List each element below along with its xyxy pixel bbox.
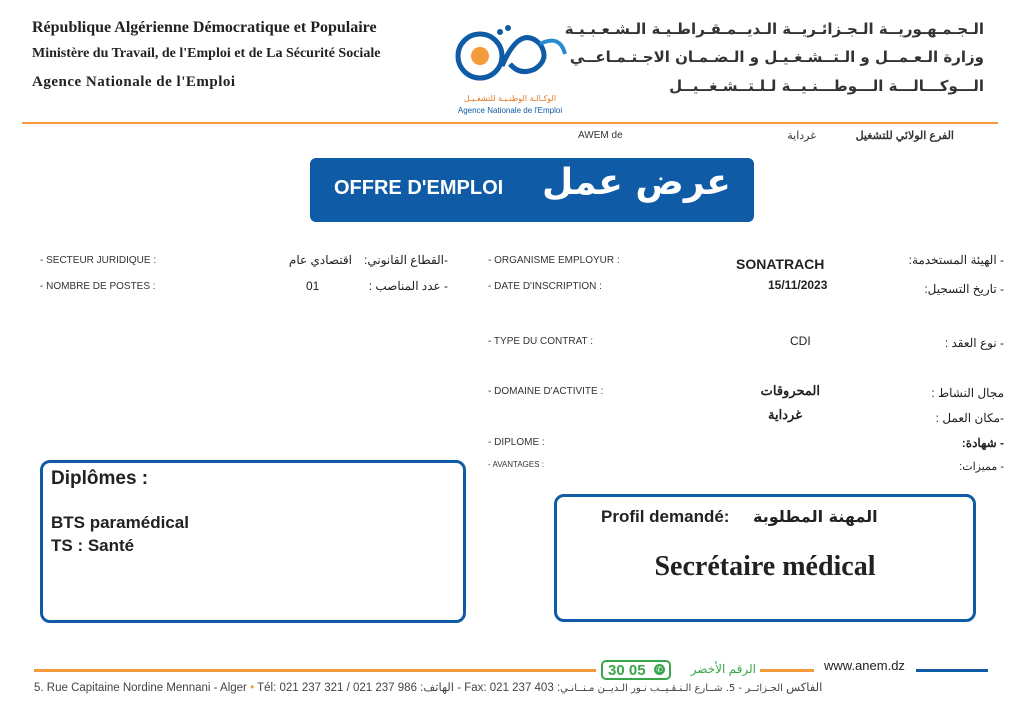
postes-value: 01 bbox=[306, 279, 320, 293]
domaine-value: المحروقات bbox=[760, 383, 820, 398]
organisme-ar-label: - الهيئة المستخدمة: bbox=[908, 253, 1004, 267]
profil-value: Secrétaire médical bbox=[654, 551, 876, 582]
footer-line-left bbox=[34, 669, 596, 672]
footer-tel-ar: :الهاتف bbox=[420, 682, 454, 694]
phone-icon: ✆ bbox=[654, 664, 665, 675]
organisme-label: - ORGANISME EMPLOYUR : bbox=[488, 255, 620, 266]
avantages-ar-label: - مميزات: bbox=[959, 461, 1004, 473]
branch-label-ar: الفرع الولائي للتشغيل bbox=[855, 130, 954, 142]
footer-tel: Tél: 021 237 321 / 021 237 986 bbox=[257, 682, 417, 694]
date-ar-label: - تاريخ التسجيل: bbox=[924, 282, 1004, 296]
organisme-value: SONATRACH bbox=[736, 256, 825, 272]
header-fr-line1: République Algérienne Démocratique et Populaire bbox=[32, 19, 377, 36]
header-fr-line3: Agence Nationale de l'Emploi bbox=[32, 74, 236, 90]
contrat-ar-label: - نوع العقد : bbox=[944, 336, 1004, 350]
footer-line-mid bbox=[760, 669, 814, 672]
offer-title-ar: عرض عمل bbox=[542, 162, 731, 203]
anem-logo bbox=[440, 14, 580, 118]
footer-address-ar: الجـزائــر - 5. شــارع الـنـقـيــب نـور الـديــن مـنــانـي bbox=[560, 683, 783, 694]
logo-ar-text: الوكـالـة الوطنـيـة للتشغـيـل bbox=[463, 94, 557, 103]
footer-address: 5. Rue Capitaine Nordine Mennani - Alger bbox=[34, 682, 247, 694]
footer-contact-line bbox=[34, 680, 994, 694]
profil-label-fr: Profil demandé: bbox=[601, 507, 730, 526]
website-link[interactable]: www.anem.dz bbox=[824, 658, 905, 673]
header-ar-line3: الـــوكـــالـــة الـــوطـــنـيــة لـلـتــشـغــيــل bbox=[669, 77, 984, 95]
offer-title-fr: OFFRE D'EMPLOI bbox=[334, 177, 504, 199]
diplome-line-1: BTS paramédical bbox=[51, 513, 189, 532]
postes-ar-label: - عدد المناصب : bbox=[368, 279, 448, 293]
header-ar-line1: الـجـمـهـوريــة الـجـزائـريــة الـديــمـقـراطـيـة الـشـعـبـيـة bbox=[564, 20, 984, 38]
profil-box bbox=[554, 494, 976, 622]
footer-line-right bbox=[916, 669, 988, 672]
secteur-label: - SECTEUR JURIDIQUE : bbox=[40, 255, 157, 266]
awem-label: AWEM de bbox=[578, 130, 623, 141]
lieu-value: غرداية bbox=[768, 407, 802, 422]
anem-logo-icon bbox=[440, 14, 580, 94]
header-divider bbox=[22, 122, 998, 124]
green-number-label: الرقم الأخضر bbox=[690, 662, 756, 676]
domaine-ar-label: مجال النشاط : bbox=[931, 386, 1004, 400]
avantages-label: - AVANTAGES : bbox=[488, 460, 545, 469]
header-fr-line2: Ministère du Travail, de l'Emploi et de La Sécurité Sociale bbox=[32, 46, 381, 61]
logo-fr-text: Agence Nationale de l'Emploi bbox=[457, 106, 563, 115]
header-ar-line2: وزارة الـعـمــل و الـتــشـغـيـل و الـضـمـان الاجـتـمـاعــي bbox=[569, 48, 984, 66]
footer-fax-ar: :الفاكس bbox=[556, 682, 823, 694]
contrat-label: - TYPE DU CONTRAT : bbox=[488, 336, 594, 347]
diplome-line-2: TS : Santé bbox=[51, 536, 135, 555]
diplomes-box bbox=[40, 460, 466, 623]
diplome-ar-label: - شهادة: bbox=[961, 436, 1004, 450]
green-number: 30 05 bbox=[608, 662, 646, 679]
offer-title-banner bbox=[310, 158, 754, 222]
contrat-value: CDI bbox=[790, 334, 811, 348]
green-number-badge bbox=[601, 660, 671, 680]
date-label: - DATE D'INSCRIPTION : bbox=[488, 281, 602, 292]
branch-city: غرداية bbox=[787, 130, 816, 142]
lieu-ar-label: -مكان العمل : bbox=[935, 411, 1004, 425]
profil-label-ar: المهنة المطلوبة bbox=[753, 507, 878, 526]
footer-fax: - Fax: 021 237 403 bbox=[457, 682, 554, 694]
secteur-ar-label: -القطاع القانوني: bbox=[364, 253, 448, 267]
date-value: 15/11/2023 bbox=[768, 278, 828, 292]
postes-label: - NOMBRE DE POSTES : bbox=[40, 281, 156, 292]
footer-dot: • bbox=[250, 682, 255, 694]
diplome-label: - DIPLOME : bbox=[488, 437, 545, 448]
secteur-value: اقتصادي عام bbox=[288, 253, 352, 267]
diplomes-title: Diplômes : bbox=[51, 468, 149, 489]
domaine-label: - DOMAINE D'ACTIVITE : bbox=[488, 386, 604, 397]
